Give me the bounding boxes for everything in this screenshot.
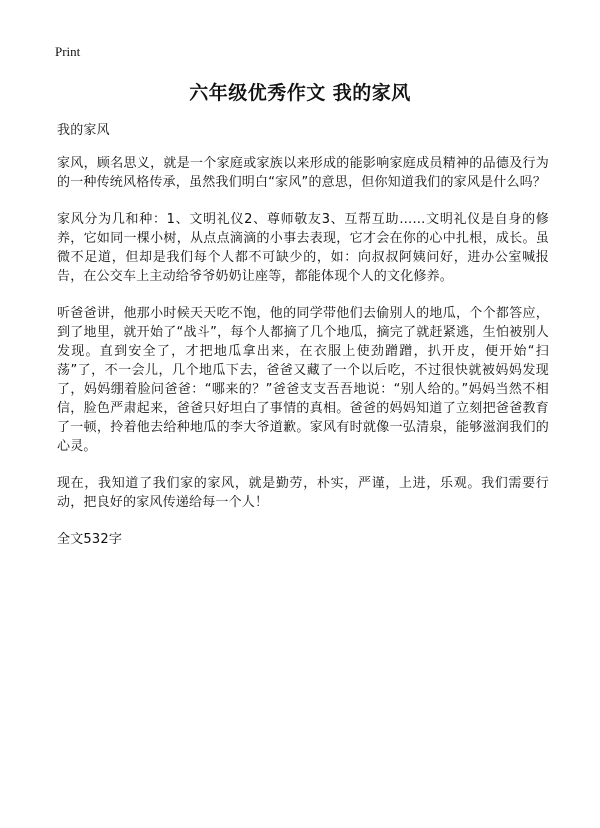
article-title: 六年级优秀作文 我的家风: [189, 82, 411, 104]
article-paragraph-4: 现在，我知道了我们家的家风，就是勤劳，朴实，严谨，上进，乐观。我们需要行动，把良好的家风传递给每一个人！: [57, 476, 549, 510]
article-body: [57, 121, 549, 567]
article-paragraph-1: 家风，顾名思义，就是一个家庭或家族以来形成的能影响家庭成员精神的品德及行为的一种传统风格传承，虽然我们明白“家风”的意思，但你知道我们的家风是什么吗？: [57, 156, 549, 190]
word-count: 全文532字: [57, 532, 123, 547]
article-subtitle: 我的家风: [57, 123, 110, 138]
article-paragraph-2: 家风分为几和种：1、文明礼仪2、尊师敬友3、互帮互助……文明礼仪是自身的修养，它如同一棵小树，从点点滴滴的小事去表现，它才会在你的心中扎根，成长。虽微不足道，但却是我们每个人都不可缺少的，如：向叔叔阿姨问好，进办公室喊报告，在公交车上主动给爷爷奶奶让座等，都能体现个人的文化修养。: [57, 212, 549, 284]
print-link[interactable]: Print: [55, 44, 81, 59]
article-paragraph-3: 听爸爸讲，他那小时候天天吃不饱，他的同学带他们去偷别人的地瓜，个个都答应，到了地里，就开始了“战斗”，每个人都摘了几个地瓜，摘完了就赶紧逃，生怕被别人发现。直到安全了，才把地瓜拿出来，在衣服上使劲蹭蹭，扒开皮，便开始“扫荡”了，不一会儿，几个地瓜下去，爸爸又藏了一个以后吃，不过很快就被妈妈发现了，妈妈绷着脸问爸爸：“哪来的？”爸爸支支吾吾地说：“别人给的。”妈妈当然不相信，脸色严肃起来，爸爸只好坦白了事情的真相。爸爸的妈妈知道了立刻把爸爸教育了一顿，拎着他去给种地瓜的李大爷道歉。家风有时就像一弘清泉，能够滋润我们的心灵。: [57, 306, 549, 454]
